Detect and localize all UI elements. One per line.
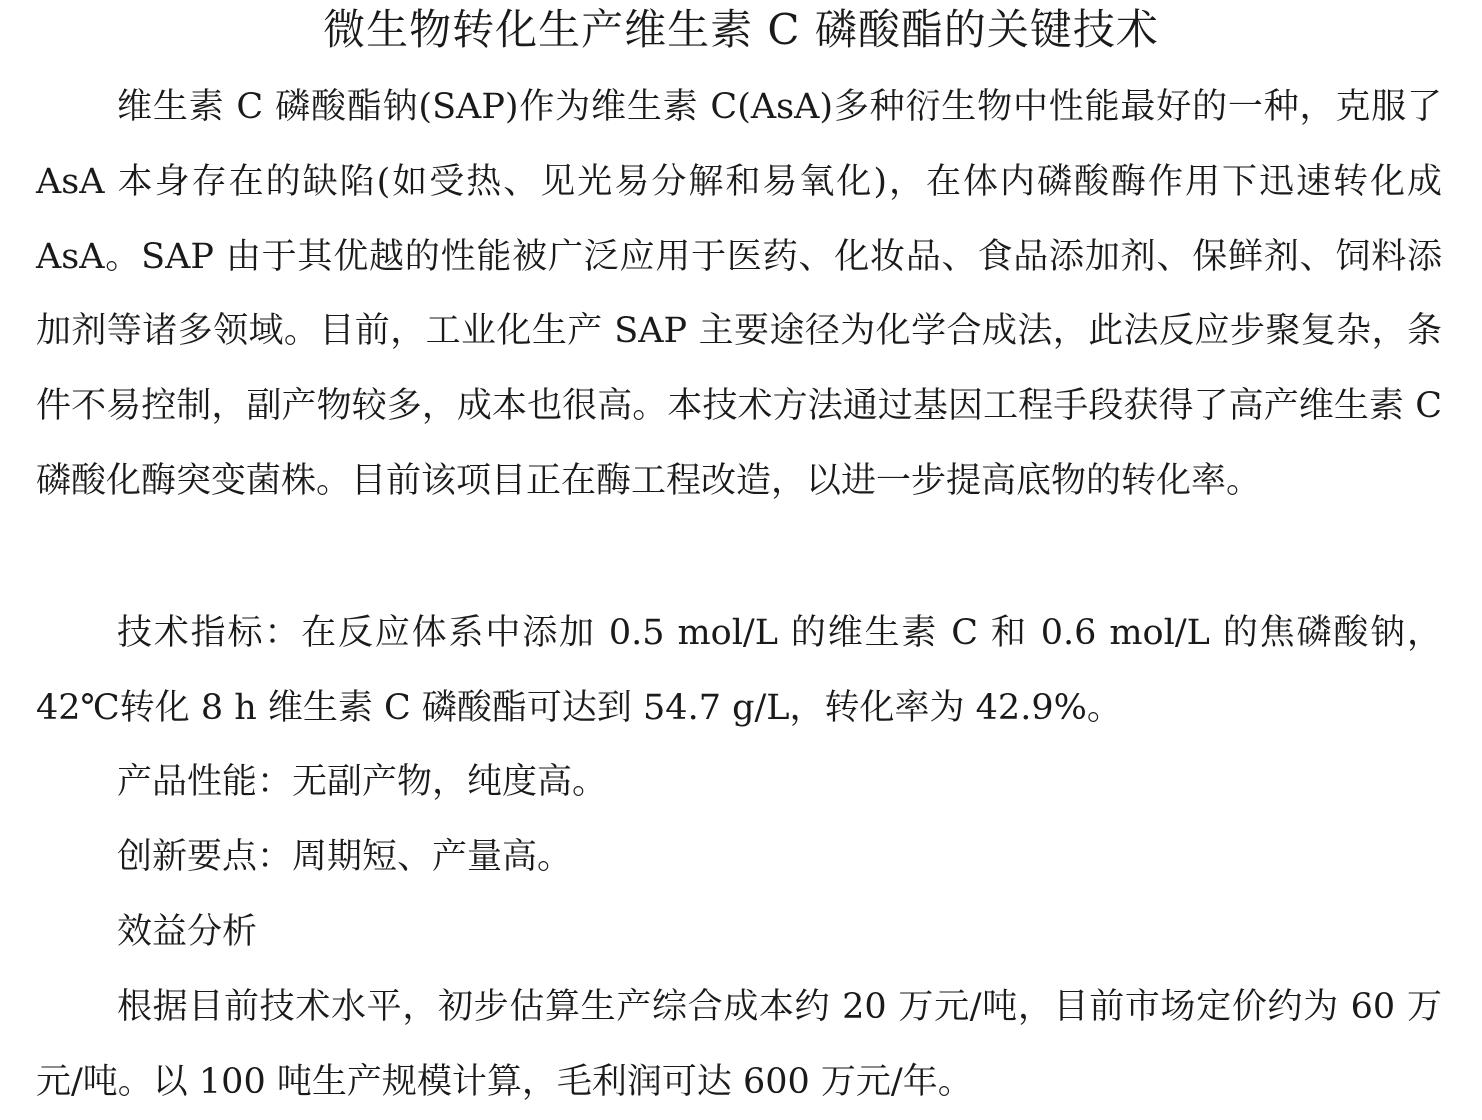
paragraph-product-performance: 产品性能：无副产物，纯度高。 [117, 762, 608, 802]
paragraph-introduction: 维生素 C 磷酸酯钠(SAP)作为维生素 C(AsA)多种衍生物中性能最好的一种，克服了 AsA 本身存在的缺陷(如受热、见光易分解和易氧化)，在体内磷酸酶作用下迅速转化成 AsA。SAP 由于其优越的性能被广泛应用于医药、化妆品、食品添加剂、保鲜剂、饲料添加剂等诸多领域。目前，工业化生产 SAP 主要途径为化学合成法，此法反应步聚复杂，条件不易控制，副产物较多，成本也很高。本技术方法通过基因工程手段获得了高产维生素 C 磷酸化酶突变菌株。目前该项目正在酶工程改造，以进一步提高底物的转化率。 [36, 87, 1442, 501]
section-heading-benefit-analysis: 效益分析 [117, 912, 258, 952]
paragraph-technical-indicators: 技术指标：在反应体系中添加 0.5 mol/L 的维生素 C 和 0.6 mol/L 的焦磷酸钠，42℃转化 8 h 维生素 C 磷酸酯可达到 54.7 g/L，转化率为 42.9%。 [36, 613, 1442, 728]
document-title: 微生物转化生产维生素 C 磷酸酯的关键技术 [323, 5, 1159, 54]
paragraph-innovation-points: 创新要点：周期短、产量高。 [117, 837, 573, 877]
paragraph-benefit-analysis: 根据目前技术水平，初步估算生产综合成本约 20 万元/吨，目前市场定价约为 60 万元/吨。以 100 吨生产规模计算，毛利润可达 600 万元/年。 [36, 987, 1442, 1102]
